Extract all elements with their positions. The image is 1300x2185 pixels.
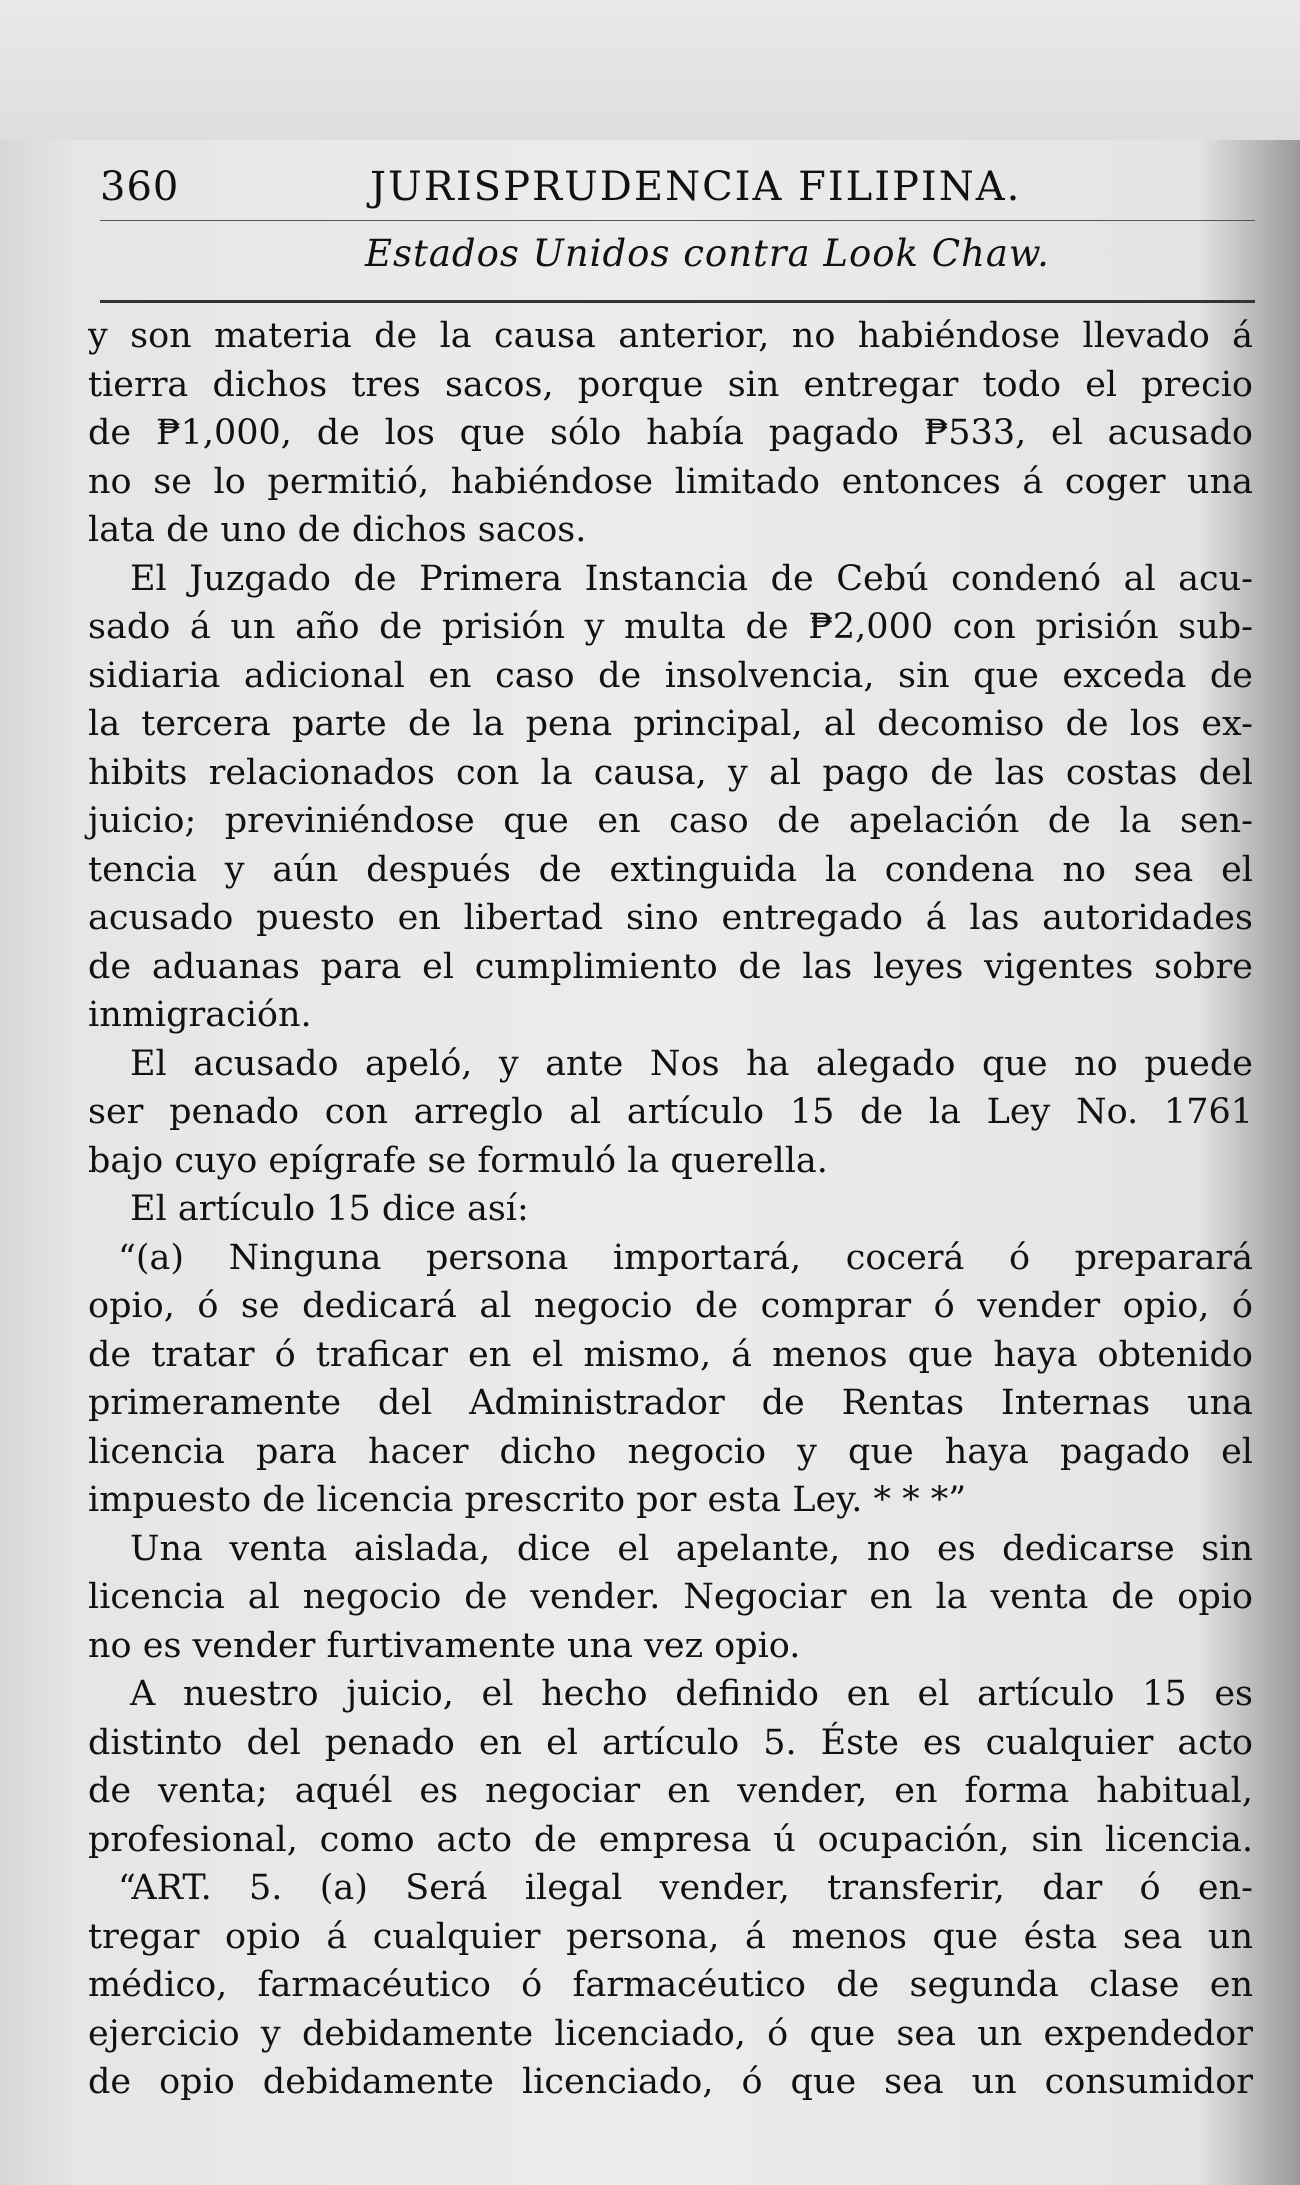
text-line: ejercicio y debidamente licenciado, ó que sea un expendedor: [88, 2013, 1253, 2054]
text-line: “ART. 5. (a) Será ilegal vender, transferir, dar ó en-: [118, 1868, 1253, 1908]
text-line: sado á un año de prisión y multa de ₱2,000 con prisión sub-: [88, 607, 1253, 647]
text-line: de opio debidamente licenciado, ó que sea un consumidor: [88, 2062, 1253, 2102]
text-line: juicio; previniéndose que en caso de apelación de la sen-: [88, 801, 1253, 841]
text-line: El acusado apeló, y ante Nos ha alegado que no puede: [130, 1043, 1253, 1084]
text-line: y son materia de la causa anterior, no habiéndose llevado á: [88, 316, 1253, 356]
journal-title: JURISPRUDENCIA FILIPINA.: [370, 164, 1022, 210]
text-line: bajo cuyo epígrafe se formuló la querella.: [88, 1140, 828, 1181]
header-rule: [100, 220, 1255, 221]
text-line: hibits relacionados con la causa, y al pago de las costas del: [88, 752, 1253, 793]
scan-margin: [0, 0, 1300, 140]
text-line: de ₱1,000, de los que sólo había pagado ₱533, el acusado: [88, 413, 1253, 453]
case-title: Estados Unidos contra Look Chaw.: [365, 232, 1050, 275]
text-line: lata de uno de dichos sacos.: [88, 510, 587, 550]
text-line: ser penado con arreglo al artículo 15 de la Ley No. 1761: [88, 1092, 1253, 1132]
text-line: acusado puesto en libertad sino entregado á las autoridades: [88, 898, 1253, 938]
text-line: sidiaria adicional en caso de insolvencia, sin que exceda de: [88, 655, 1253, 696]
text-line: profesional, como acto de empresa ú ocupación, sin licencia.: [88, 1819, 1253, 1860]
text-line: la tercera parte de la pena principal, al decomiso de los ex-: [88, 704, 1253, 744]
text-line: El artículo 15 dice así:: [130, 1189, 529, 1229]
text-line: de tratar ó traficar en el mismo, á menos que haya obtenido: [88, 1334, 1253, 1375]
page-number: 360: [100, 164, 180, 210]
text-line: Una venta aislada, dice el apelante, no es dedicarse sin: [130, 1528, 1253, 1569]
text-line: impuesto de licencia prescrito por esta Ley. * * *”: [88, 1480, 967, 1520]
text-line: de aduanas para el cumplimiento de las leyes vigentes sobre: [88, 946, 1253, 987]
body-text: [88, 312, 1253, 2107]
text-line: El Juzgado de Primera Instancia de Cebú condenó al acu-: [130, 558, 1253, 599]
text-line: no se lo permitió, habiéndose limitado entonces á coger una: [88, 461, 1253, 502]
text-line: de venta; aquél es negociar en vender, en forma habitual,: [88, 1771, 1253, 1811]
book-page: [80, 140, 1260, 2185]
text-line: opio, ó se dedicará al negocio de comprar ó vender opio, ó: [88, 1286, 1253, 1326]
text-line: inmigración.: [88, 995, 312, 1035]
text-line: “(a) Ninguna persona importará, cocerá ó preparará: [118, 1237, 1253, 1278]
text-line: tierra dichos tres sacos, porque sin entregar todo el precio: [88, 364, 1253, 405]
text-line: licencia para hacer dicho negocio y que haya pagado el: [88, 1431, 1253, 1472]
running-head: [100, 156, 1250, 216]
text-line: licencia al negocio de vender. Negociar en la venta de opio: [88, 1577, 1253, 1617]
text-line: no es vender furtivamente una vez opio.: [88, 1625, 801, 1666]
text-line: tregar opio á cualquier persona, á menos que ésta sea un: [88, 1916, 1253, 1957]
title-rule: [100, 300, 1255, 303]
text-line: distinto del penado en el artículo 5. Éste es cualquier acto: [88, 1722, 1253, 1763]
text-line: A nuestro juicio, el hecho definido en el artículo 15 es: [130, 1674, 1253, 1714]
text-line: tencia y aún después de extinguida la condena no sea el: [88, 849, 1253, 890]
text-line: médico, farmacéutico ó farmacéutico de segunda clase en: [88, 1965, 1253, 2005]
text-line: primeramente del Administrador de Rentas Internas una: [88, 1383, 1253, 1423]
